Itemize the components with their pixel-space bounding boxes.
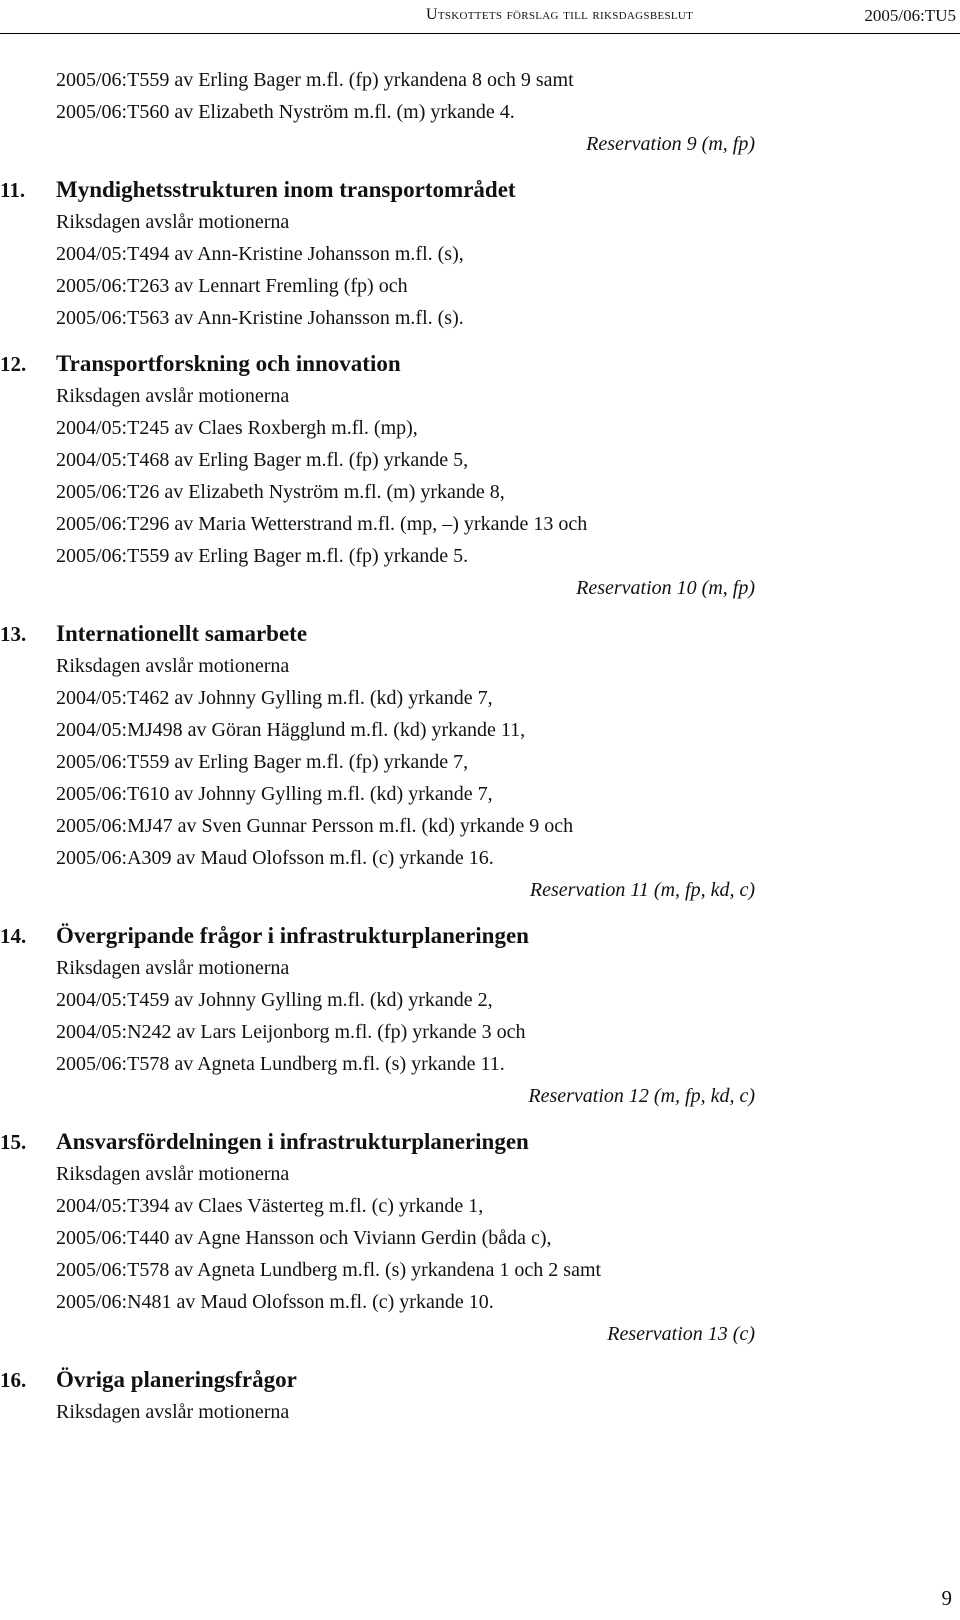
motion-line: 2004/05:MJ498 av Göran Hägglund m.fl. (kd) yrkande 11, (56, 719, 526, 741)
section-heading (0, 920, 960, 952)
motion-line: 2005/06:T559 av Erling Bager m.fl. (fp) yrkandena 8 och 9 samt (56, 69, 574, 91)
motion-line: 2004/05:N242 av Lars Leijonborg m.fl. (fp) yrkande 3 och (56, 1021, 526, 1043)
motion-line: 2004/05:T462 av Johnny Gylling m.fl. (kd) yrkande 7, (56, 687, 493, 709)
section-block (0, 348, 960, 604)
section-block (0, 1126, 960, 1350)
motion-line: 2005/06:A309 av Maud Olofsson m.fl. (c) yrkande 16. (56, 847, 494, 869)
section-number: 13. (0, 622, 27, 646)
section-heading (0, 174, 960, 206)
section-block (0, 1364, 960, 1428)
section-block (0, 920, 960, 1112)
motion-line: 2005/06:T26 av Elizabeth Nyström m.fl. (m) yrkande 8, (56, 481, 505, 503)
decision-line: Riksdagen avslår motionerna (56, 957, 290, 979)
section-block (0, 618, 960, 906)
motion-line: 2004/05:T394 av Claes Västerteg m.fl. (c) yrkande 1, (56, 1195, 484, 1217)
motion-line: 2005/06:T560 av Elizabeth Nyström m.fl. (m) yrkande 4. (56, 101, 515, 123)
motion-line: 2005/06:T440 av Agne Hansson och Viviann Gerdin (båda c), (56, 1227, 552, 1249)
motion-line: 2004/05:T494 av Ann-Kristine Johansson m.fl. (s), (56, 243, 464, 265)
decision-line: Riksdagen avslår motionerna (56, 655, 290, 677)
reservation-note: Reservation 11 (m, fp, kd, c) (529, 879, 755, 901)
section-heading (0, 618, 960, 650)
motion-line: 2004/05:T245 av Claes Roxbergh m.fl. (mp), (56, 417, 418, 439)
section-title: Transportforskning och innovation (56, 351, 401, 376)
section-heading (0, 1364, 960, 1396)
decision-line: Riksdagen avslår motionerna (56, 211, 290, 233)
sections-container (0, 174, 960, 1428)
page-number: 9 (941, 1586, 952, 1610)
motion-line: 2005/06:T296 av Maria Wetterstrand m.fl. (mp, –) yrkande 13 och (56, 513, 588, 535)
motion-line: 2005/06:T263 av Lennart Fremling (fp) och (56, 275, 408, 297)
decision-line: Riksdagen avslår motionerna (56, 1163, 290, 1185)
section-title: Övriga planeringsfrågor (56, 1367, 297, 1392)
section-heading (0, 348, 960, 380)
motion-line: 2004/05:T468 av Erling Bager m.fl. (fp) yrkande 5, (56, 449, 469, 471)
section-title: Ansvarsfördelningen i infrastrukturplaneringen (56, 1129, 529, 1154)
motion-line: 2005/06:T578 av Agneta Lundberg m.fl. (s) yrkandena 1 och 2 samt (56, 1259, 602, 1281)
motion-line: 2005/06:T559 av Erling Bager m.fl. (fp) yrkande 5. (56, 545, 469, 567)
section-block (0, 174, 960, 334)
decision-line: Riksdagen avslår motionerna (56, 1401, 290, 1423)
decision-line: Riksdagen avslår motionerna (56, 385, 290, 407)
motion-line: 2005/06:T610 av Johnny Gylling m.fl. (kd) yrkande 7, (56, 783, 493, 805)
section-number: 12. (0, 352, 27, 376)
section-title: Internationellt samarbete (56, 621, 308, 646)
section-title: Myndighetsstrukturen inom transportområdet (56, 177, 516, 202)
section-title: Övergripande frågor i infrastrukturplaneringen (56, 923, 529, 948)
reservation-note: Reservation 10 (m, fp) (576, 577, 755, 599)
motion-line: 2005/06:T578 av Agneta Lundberg m.fl. (s) yrkande 11. (56, 1053, 505, 1075)
header-title: Utskottets förslag till riksdagsbeslut (426, 6, 694, 23)
reservation-note: Reservation 13 (c) (607, 1323, 755, 1345)
section-number: 15. (0, 1130, 27, 1154)
document-body (0, 64, 960, 1428)
reservation-note: Reservation 12 (m, fp, kd, c) (528, 1085, 755, 1107)
reservation-note: Reservation 9 (m, fp) (586, 133, 755, 155)
motion-line: 2005/06:T559 av Erling Bager m.fl. (fp) yrkande 7, (56, 751, 469, 773)
header-doc-id: 2005/06:TU5 (864, 6, 956, 25)
section-number: 11. (0, 178, 26, 202)
section-number: 14. (0, 924, 27, 948)
motion-line: 2005/06:T563 av Ann-Kristine Johansson m.fl. (s). (56, 307, 464, 329)
motion-line: 2005/06:MJ47 av Sven Gunnar Persson m.fl. (kd) yrkande 9 och (56, 815, 574, 837)
section-heading (0, 1126, 960, 1158)
motion-line: 2004/05:T459 av Johnny Gylling m.fl. (kd) yrkande 2, (56, 989, 493, 1011)
motion-line: 2005/06:N481 av Maud Olofsson m.fl. (c) yrkande 10. (56, 1291, 494, 1313)
section-number: 16. (0, 1368, 27, 1392)
intro-block (0, 64, 960, 160)
page-header (0, 4, 960, 34)
